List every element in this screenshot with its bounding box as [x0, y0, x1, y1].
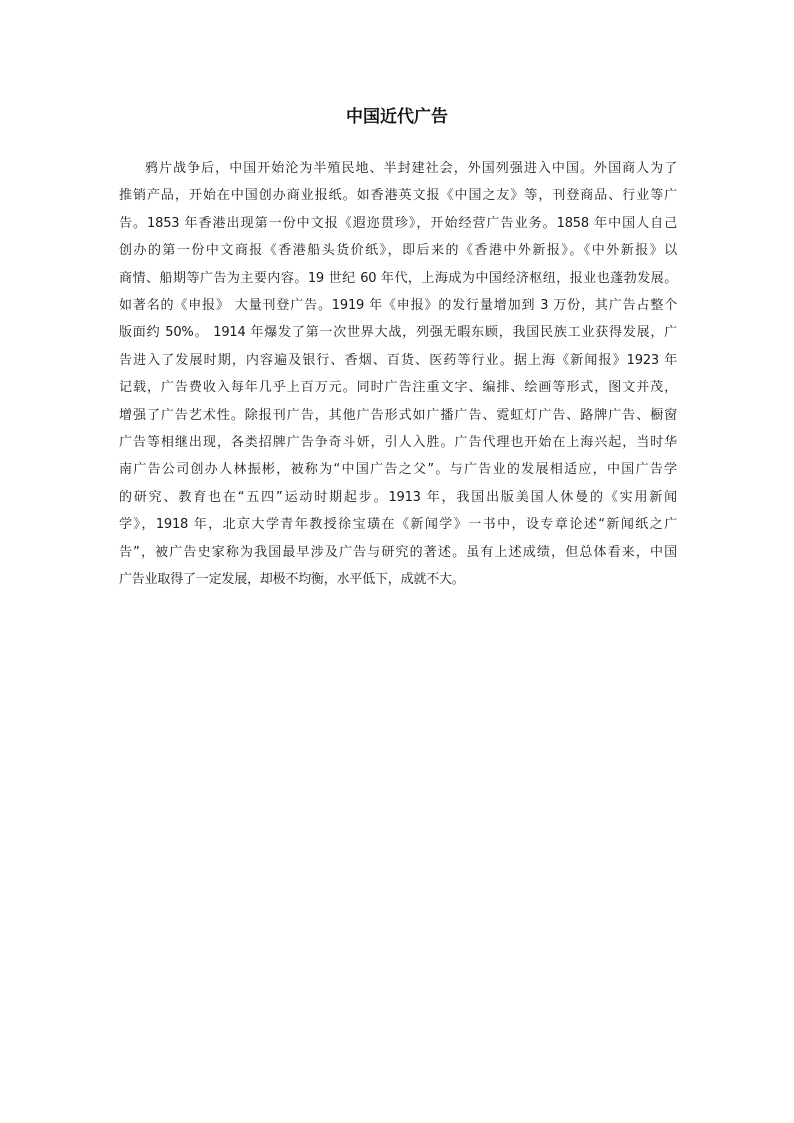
- paragraph-line: 商情、船期等广告为主要内容。19 世纪 60 年代，上海成为中国经济枢纽，报业也蓬勃发展。: [119, 270, 677, 286]
- paragraph-line: 南广告公司创办人林振彬，被称为“中国广告之父”。与广告业的发展相适应，中国广告学: [119, 462, 677, 478]
- paragraph-line: 学》，1918 年，北京大学青年教授徐宝璜在《新闻学》一书中，设专章论述“新闻纸之广: [119, 517, 677, 533]
- paragraph-line: 版面约 50%。 1914 年爆发了第一次世界大战，列强无暇东顾，我国民族工业获得发展，广: [119, 325, 677, 341]
- paragraph-line: 告进入了发展时期，内容遍及银行、香烟、百货、医药等行业。据上海《新闻报》1923 年: [119, 352, 677, 368]
- paragraph-line: 如著名的《申报》 大量刊登广告。1919 年《申报》的发行量增加到 3 万份，其广告占整个: [119, 298, 677, 314]
- document-title: 中国近代广告: [346, 107, 448, 127]
- paragraph-line: 记载，广告费收入每年几乎上百万元。同时广告注重文字、编排、绘画等形式，图文并茂，: [119, 380, 677, 396]
- paragraph-line: 的研究、教育也在“五四”运动时期起步。1913 年，我国出版美国人休曼的《实用新闻: [119, 489, 677, 505]
- paragraph-line: 推销产品，开始在中国创办商业报纸。如香港英文报《中国之友》等，刊登商品、行业等广: [119, 188, 677, 204]
- paragraph-line: 广告业取得了一定发展，却极不均衡，水平低下，成就不大。: [119, 572, 465, 588]
- paragraph-line: 广告等相继出现，各类招牌广告争奇斗妍，引人入胜。广告代理也开始在上海兴起，当时华: [119, 435, 677, 451]
- paragraph-line: 告。1853 年香港出现第一份中文报《遐迩贯珍》，开始经营广告业务。1858 年中国人自己: [119, 215, 677, 231]
- document-body-paragraph: [119, 155, 677, 594]
- paragraph-line: 鸦片战争后，中国开始沦为半殖民地、半封建社会，外国列强进入中国。外国商人为了: [145, 161, 677, 176]
- paragraph-line: 创办的第一份中文商报《香港船头货价纸》，即后来的《香港中外新报》。《中外新报》以: [119, 243, 677, 259]
- paragraph-line: 告”，被广告史家称为我国最早涉及广告与研究的著述。虽有上述成绩，但总体看来，中国: [119, 544, 677, 560]
- paragraph-line: 增强了广告艺术性。除报刊广告，其他广告形式如广播广告、霓虹灯广告、路牌广告、橱窗: [119, 407, 677, 423]
